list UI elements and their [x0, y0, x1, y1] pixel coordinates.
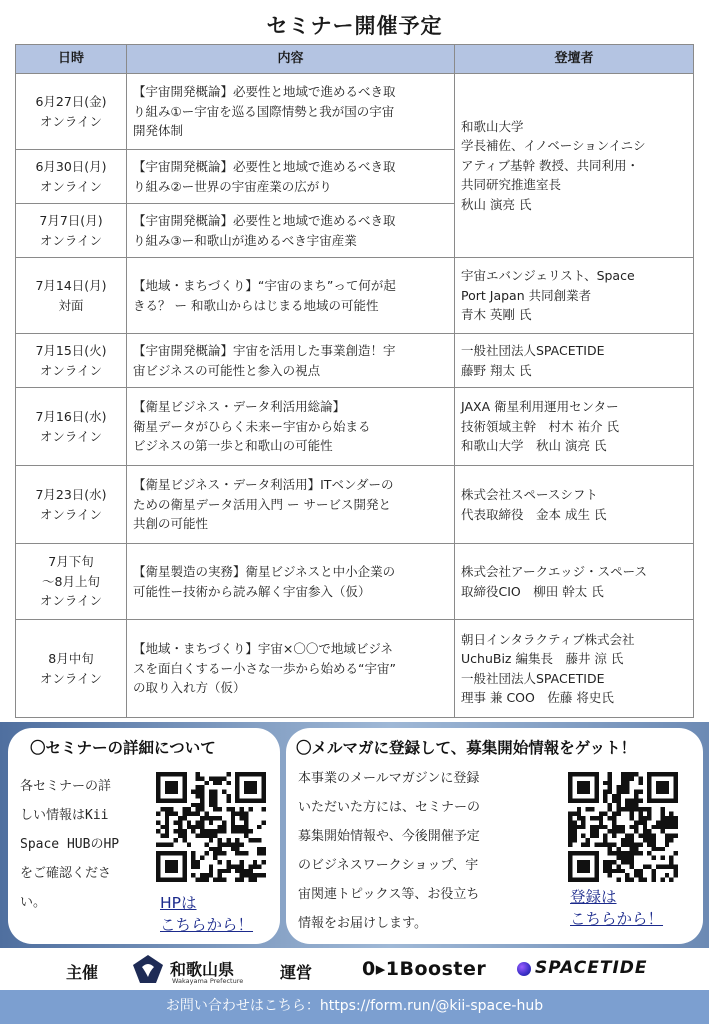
schedule-table — [15, 44, 694, 718]
qr-code-icon — [568, 772, 678, 882]
date-cell: 7月15日(火) オンライン — [16, 334, 127, 388]
hp-link[interactable]: HPは こちらから！ — [160, 894, 254, 934]
spacetide-name: SPACETIDE — [535, 958, 648, 978]
header-content: 内容 — [127, 45, 455, 74]
presenter-cell: 宇宙エバンジェリスト、Space Port Japan 共同創業者 青木 英剛 氏 — [455, 258, 694, 334]
content-cell: 【地域・まちづくり】“宇宙のまち”って何が起 きる？ ー 和歌山からはじまる地域の可能性 — [127, 258, 455, 334]
host-subname: Wakayama Prefecture — [172, 977, 244, 985]
qr-code-icon — [156, 772, 266, 882]
table-header-row — [16, 45, 694, 74]
date-cell: 8月中旬 オンライン — [16, 620, 127, 718]
table-row — [16, 334, 694, 388]
table-row — [16, 74, 694, 150]
content-cell: 【宇宙開発概論】必要性と地域で進めるべき取 り組み①ー宇宙を巡る国際情勢と我が国の宇宙 開発体制 — [127, 74, 455, 150]
content-cell: 【衛星ビジネス・データ利活用】ITベンダーの ための衛星データ活用入門 ー サービス開発と 共創の可能性 — [127, 466, 455, 544]
host-name: 和歌山県 — [170, 960, 235, 979]
content-cell: 【衛星ビジネス・データ利活用総論】 衛星データがひらく未来ー宇宙から始まる ビジネスの第一歩と和歌山の可能性 — [127, 388, 455, 466]
table-row — [16, 388, 694, 466]
spacetide-logo-icon — [517, 962, 531, 976]
wakayama-logo-icon — [130, 953, 166, 985]
date-cell: 7月下旬 ～8月上旬 オンライン — [16, 544, 127, 620]
presenter-cell: 一般社団法人SPACETIDE 藤野 翔太 氏 — [455, 334, 694, 388]
content-cell: 【宇宙開発概論】必要性と地域で進めるべき取 り組み③ー和歌山が進めるべき宇宙産業 — [127, 204, 455, 258]
content-cell: 【宇宙開発概論】必要性と地域で進めるべき取 り組み②ー世界の宇宙産業の広がり — [127, 150, 455, 204]
presenter-cell: 株式会社アークエッジ・スペース 取締役CIO 柳田 幹太 氏 — [455, 544, 694, 620]
presenter-cell: 朝日インタラクティブ株式会社 UchuBiz 編集長 藤井 涼 氏 一般社団法人SPACETIDE 理事 兼 COO 佐藤 将史氏 — [455, 620, 694, 718]
table-row — [16, 258, 694, 334]
contact-footer[interactable]: お問い合わせはこちら：https://form.run/@kii-space-hub — [0, 990, 709, 1024]
booster-logo: 0▸1Booster — [362, 958, 487, 980]
newsletter-card — [286, 728, 703, 944]
details-heading: 〇セミナーの詳細について — [30, 739, 216, 757]
date-cell: 6月27日(金) オンライン — [16, 74, 127, 150]
presenter-cell: 和歌山大学 学長補佐、イノベーションイニシ アティブ基幹 教授、共同利用・ 共同研究推進室長 秋山 演亮 氏 — [455, 74, 694, 258]
table-row — [16, 544, 694, 620]
operator-label: 運営 — [280, 963, 313, 982]
table-row — [16, 466, 694, 544]
newsletter-qr-code[interactable] — [568, 772, 678, 882]
date-cell: 7月16日(水) オンライン — [16, 388, 127, 466]
hp-qr-code[interactable] — [156, 772, 266, 882]
date-cell: 7月7日(月) オンライン — [16, 204, 127, 258]
host-label: 主催 — [66, 963, 99, 982]
content-cell: 【地域・まちづくり】宇宙×〇〇で地域ビジネ スを面白くするー小さな一歩から始める“宇宙” の取り入れ方（仮） — [127, 620, 455, 718]
date-cell: 6月30日(月) オンライン — [16, 150, 127, 204]
table-row — [16, 620, 694, 718]
sponsor-row — [0, 948, 709, 990]
header-date: 日時 — [16, 45, 127, 74]
details-body: 各セミナーの詳 しい情報はKii Space HUBのHP をご確認くださ い。 — [20, 779, 120, 910]
newsletter-heading: 〇メルマガに登録して、募集開始情報をゲット！ — [296, 739, 637, 757]
content-cell: 【宇宙開発概論】宇宙を活用した事業創造！宇 宙ビジネスの可能性と参入の視点 — [127, 334, 455, 388]
header-presenter: 登壇者 — [455, 45, 694, 74]
newsletter-body: 本事業のメールマガジンに登録 いただいた方には、セミナーの 募集開始情報や、今後開催予定 のビジネスワークショップ、宇 宙関連トピックス等、お役立ち 情報をお届けします。 — [298, 771, 481, 931]
page-title: セミナー開催予定 — [266, 14, 443, 38]
details-card — [8, 728, 280, 944]
presenter-cell: JAXA 衛星利用運用センター 技術領域主幹 村木 祐介 氏 和歌山大学 秋山 演亮 氏 — [455, 388, 694, 466]
date-cell: 7月14日(月) 対面 — [16, 258, 127, 334]
content-cell: 【衛星製造の実務】衛星ビジネスと中小企業の 可能性ー技術から読み解く宇宙参入（仮） — [127, 544, 455, 620]
date-cell: 7月23日(水) オンライン — [16, 466, 127, 544]
newsletter-signup-link[interactable]: 登録は こちらから！ — [570, 888, 664, 928]
presenter-cell: 株式会社スペースシフト 代表取締役 金本 成生 氏 — [455, 466, 694, 544]
